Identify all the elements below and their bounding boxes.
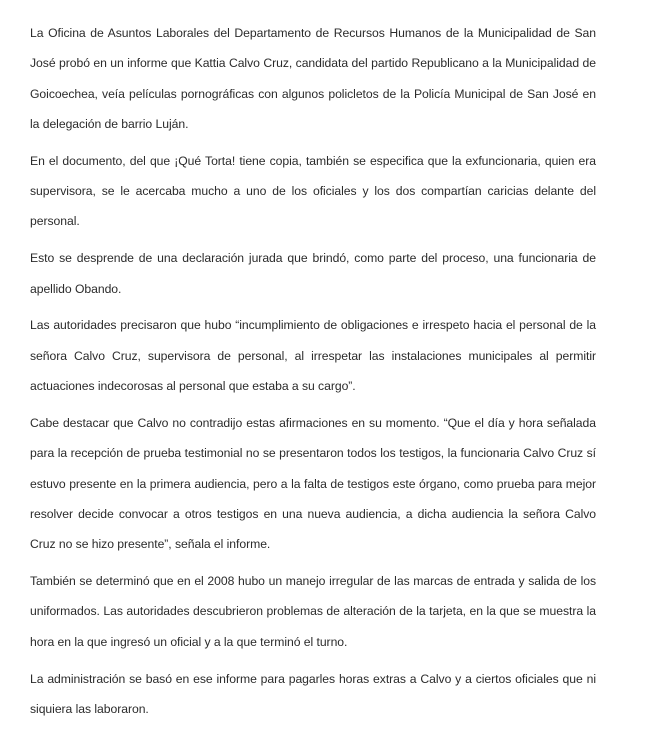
- article-paragraph: La Oficina de Asuntos Laborales del Departamento de Recursos Humanos de la Municipalidad de San José probó en un informe que Kattia Calvo Cruz, candidata del partido Republicano a la Municipalidad de Goicoechea, veía películas pornográficas con algunos policletos de la Policía Municipal de San José en la delegación de barrio Luján.: [30, 26, 596, 131]
- article-paragraph: La administración se basó en ese informe para pagarles horas extras a Calvo y a ciertos oficiales que ni siquiera las laboraron.: [30, 671, 596, 716]
- article-paragraph: Cabe destacar que Calvo no contradijo estas afirmaciones en su momento. “Que el día y hora señalada para la recepción de prueba testimonial no se presentaron todos los testigos, la funcionaria Calvo Cruz sí estuvo presente en la primera audiencia, pero a la falta de testigos este órgano, como prueba para mejor resolver decide convocar a otros testigos en una nueva audiencia, a dicha audiencia la señora Calvo Cruz no se hizo presente”, señala el informe.: [30, 415, 596, 552]
- article-paragraph: También se determinó que en el 2008 hubo un manejo irregular de las marcas de entrada y salida de los uniformados. Las autoridades descubrieron problemas de alteración de la tarjeta, en la que se muestra la hora en la que ingresó un oficial y a la que terminó el turno.: [30, 574, 596, 649]
- article-paragraph: Esto se desprende de una declaración jurada que brindó, como parte del proceso, una funcionaria de apellido Obando.: [30, 251, 596, 296]
- article-paragraph: En el documento, del que ¡Qué Torta! tiene copia, también se especifica que la exfuncionaria, quien era supervisora, se le acercaba mucho a uno de los oficiales y los dos compartían caricias delante del personal.: [30, 153, 596, 229]
- article-paragraph: Las autoridades precisaron que hubo “incumplimiento de obligaciones e irrespeto hacia el personal de la señora Calvo Cruz, supervisora de personal, al irrespetar las instalaciones municipales al permitir actuaciones indecorosas al personal que estaba a su cargo”.: [30, 318, 596, 394]
- article-body: [30, 18, 596, 731]
